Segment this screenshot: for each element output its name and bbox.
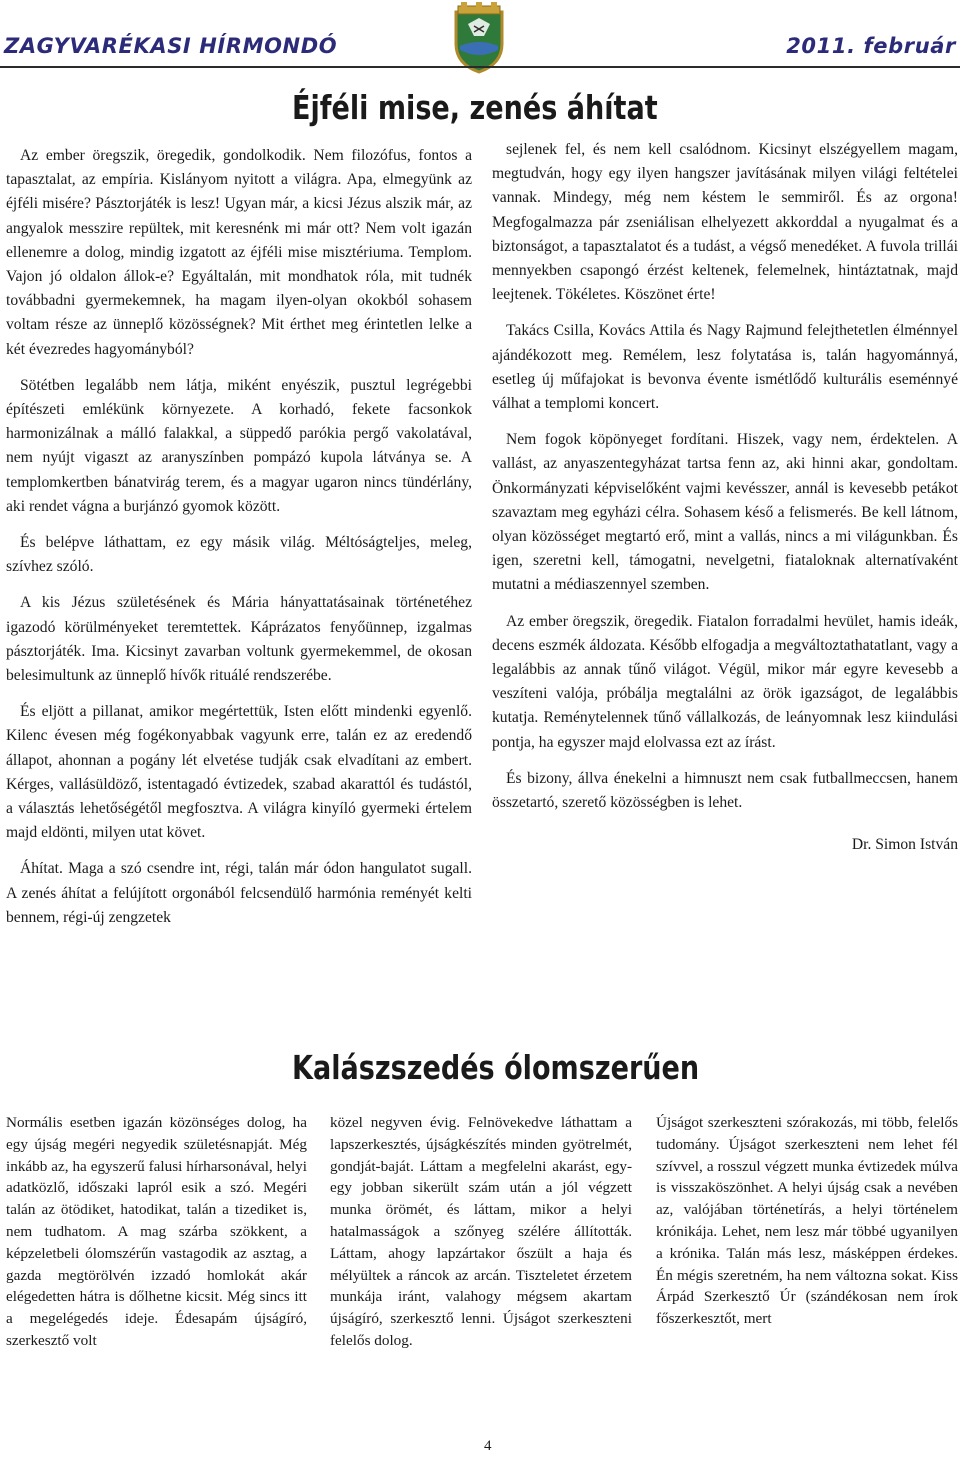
- article2-column-2: [330, 1112, 632, 1452]
- paragraph: Sötétben legalább nem látja, miként enyészik, pusztul legrégebbi építészeti emlékünk környezete. A korhadó, fekete facsonkok harmonizálnak a málló falakkal, a süppedő parókia pergő vakolatával, nem nyújt vigaszt az aranyszínben pompázó kupola látványa se. A templomkertben bánatvirág terem, és a magyar ugaron nincs tündérlány, aki rendet vágna a burjánzó gyomok között.: [6, 376, 472, 515]
- header-rule: [0, 66, 960, 68]
- author-signature: Dr. Simon István: [851, 836, 958, 854]
- article-title-2: Kalászszedés ólomszerűen: [292, 1048, 700, 1087]
- paragraph: Nem fogok köpönyeget fordítani. Hiszek, vagy nem, érdektelen. A vallást, az anyaszentegyházat tartsa fenn az, aki hinni akar, gondoltam. Önkormányzati képviselőként vajmi kevésszer, annál is kevesebb petákot szavaztam meg egyházi célra. Sohasem késő a felismerés. Be kell látnom, olyan közösséget megtartó erő, mint a vallás, nincs a mi világunkban. És igen, szeretni kell, támogatni, nevelgetni, fiataloknak alternatívaként mutatni a médiaszennyel szemben.: [492, 431, 958, 594]
- paragraph: Normális esetben igazán közönséges dolog, ha egy újság megéri negyedik születésnapját. Még inkább az, ha egyszerű falusi hírharsonával, helyi adatközlő, időszaki lapról esik a szó. Megéri talán az ötödiket, hatodikat, talán a tizediket is, nem tudhatom. A mag szárba szökkent, a képzeletbeli ólomszérűn vastagodik az asztag, a gazda megtörölvén izzadó homlokát akár elégedetten hátra is dőlhetne kicsit. Még sincs itt a megelégedés ideje. Édesapám újságíró, szerkesztő volt: [6, 1114, 307, 1349]
- paragraph: És bizony, állva énekelni a himnuszt nem csak futballmeccsen, hanem összetartó, szerető közösségben is lehet.: [492, 769, 958, 812]
- paragraph: A kis Jézus születésének és Mária hányattatásainak történetéhez igazodó körülményeket teremtettek. Káprázatos fenyőünnep, izgalmas pásztorjáték. Ima. Kicsinyt zavarban voltunk gyermekemmel, de okosan belesimultunk az ünneplő hívők rituálé rendszerébe.: [6, 594, 472, 685]
- publication-name: ZAGYVARÉKASI HÍRMONDÓ: [4, 34, 338, 58]
- paragraph: Az ember öregszik, öregedik, gondolkodik. Nem filozófus, fontos a tapasztalat, az empíria. Kislányom nyitott a világra. Apa, elmegyünk az éjféli misére? Pásztorjáték is lesz! Ugyan már, a kicsi Jézus alszik már, az angyalok messzire repültek, mit keresnénk mi már ott? Nem volt igazán ellenemre a dolog, mindig izgatott az éjféli mise misztériuma. Templom. Vajon jó oldalon állok-e? Egyáltalán, mit mondhatok róla, mit tudnék továbbadni gyermekemnek, ha magam ilyen-olyan okokból sohasem voltam része az ünneplő közösségnek? Mit érthet meg érintetlen lelke a két évezredes hagyományból?: [6, 147, 472, 358]
- paragraph: közel negyven évig. Felnövekedve láthattam a lapszerkesztés, újságkészítés minden gyötrelmét, gondját-baját. Láttam a megfelelni akarást, egy-egy jobban sikerült szám után a jól végzett munka örömét, és láttam, mikor a helyi hatalmasságok a szőnyeg szélére állították. Láttam, ahogy lapzártakor őszült a haja és mélyültek a ráncok az arcán. Tiszteletet érzetem munkája iránt, valahogy mégsem akartam újságíró, szerkesztő lenni. Újságot szerkeszteni felelős dolog.: [330, 1114, 632, 1349]
- paragraph: És belépve láthattam, ez egy másik világ. Méltóságteljes, meleg, szívhez szóló.: [6, 534, 472, 576]
- coat-of-arms-icon: [448, 2, 510, 74]
- article2-column-1: [6, 1112, 307, 1452]
- article-column-right: [492, 138, 958, 869]
- article-column-left: [6, 144, 472, 1039]
- paragraph: Áhítat. Maga a szó csendre int, régi, talán már ódon hangulatot sugall. A zenés áhítat a felújított orgonából felcsendülő harmónia reményét kelti bennem, régi-új zengzetek: [6, 860, 472, 926]
- paragraph: sejlenek fel, és nem kell csalódnom. Kicsinyt elszégyellem magam, megtudván, hogy egy ilyen hangszer javításának milyen világi feltételei vannak. Mindegy, még nem késtem le semmiről. És az orgona! Megfogalmazza pár zseniálisan elhelyezett akkorddal a nyugalmat és a biztonságot, a tapasztalatot és a tudást, a végső menedéket. A fuvola trillái mennyekben csapongó érzést keltenek, felemelnek, hintáztatnak, majd leejtenek. Tökéletes. Köszönet érte!: [492, 141, 958, 304]
- paragraph: Újságot szerkeszteni szórakozás, mi több, felelős tudomány. Újságot szerkeszteni nem lehet fél szívvel, a rosszul végzett munka évtizedek múlva is visszaköszönhet. A helyi újság csak a nevében az, valójában történetírás, a helyi történelem krónikája. Lehet, nem lesz már többé ugyanilyen a krónika. Talán más lesz, másképpen érdekes. Én mégis szeretném, ha nem változna sokat. Kiss Árpád Szerkesztő Úr (szándékosan nem írok főszerkesztőt, mert: [656, 1114, 958, 1328]
- article-title: Éjféli mise, zenés áhítat: [292, 88, 658, 127]
- paragraph: Az ember öregszik, öregedik. Fiatalon forradalmi hevület, hamis ideák, decens eszmék áldozata. Később elfogadja a megváltoztathatatlant, vagy a legalábbis az annak tűnő világot. Végül, mikor már egyre kevesebb a veszíteni valója, próbálja megtalálni az örök igazságot, de legalábbis kutatja. Reménytelennek tűnő vállalkozás, de leányomnak lesz kiindulási pontja, ha egyszer majd elolvassa ezt az írást.: [492, 612, 958, 751]
- paragraph: És eljött a pillanat, amikor megértettük, Isten előtt mindenki egyenlő. Kilenc évesen még fogékonyabbak vagyunk erre, talán ez az eredendő állapot, ahonnan a pogány lét elvetése tudják csak elvadítani az embert. Kérges, vallásüldöző, istentagadó évtizedek, szabad akarattól és tudástól, a választás lehetőségétől megfosztva. A világra kinyíló gyermeki értelem majd eldönti, milyen utat követ.: [6, 703, 472, 842]
- paragraph: Takács Csilla, Kovács Attila és Nagy Rajmund felejthetetlen élménnyel ajándékozott meg. Remélem, lesz folytatása is, talán hagyománnyá, esetleg új műfajokat is bevonva évente ismétlődő kulturális eseménnyé válhat a templomi koncert.: [492, 322, 958, 413]
- issue-date: 2011. február: [786, 34, 956, 58]
- page-number: 4: [484, 1438, 492, 1454]
- article2-column-3: [656, 1112, 958, 1452]
